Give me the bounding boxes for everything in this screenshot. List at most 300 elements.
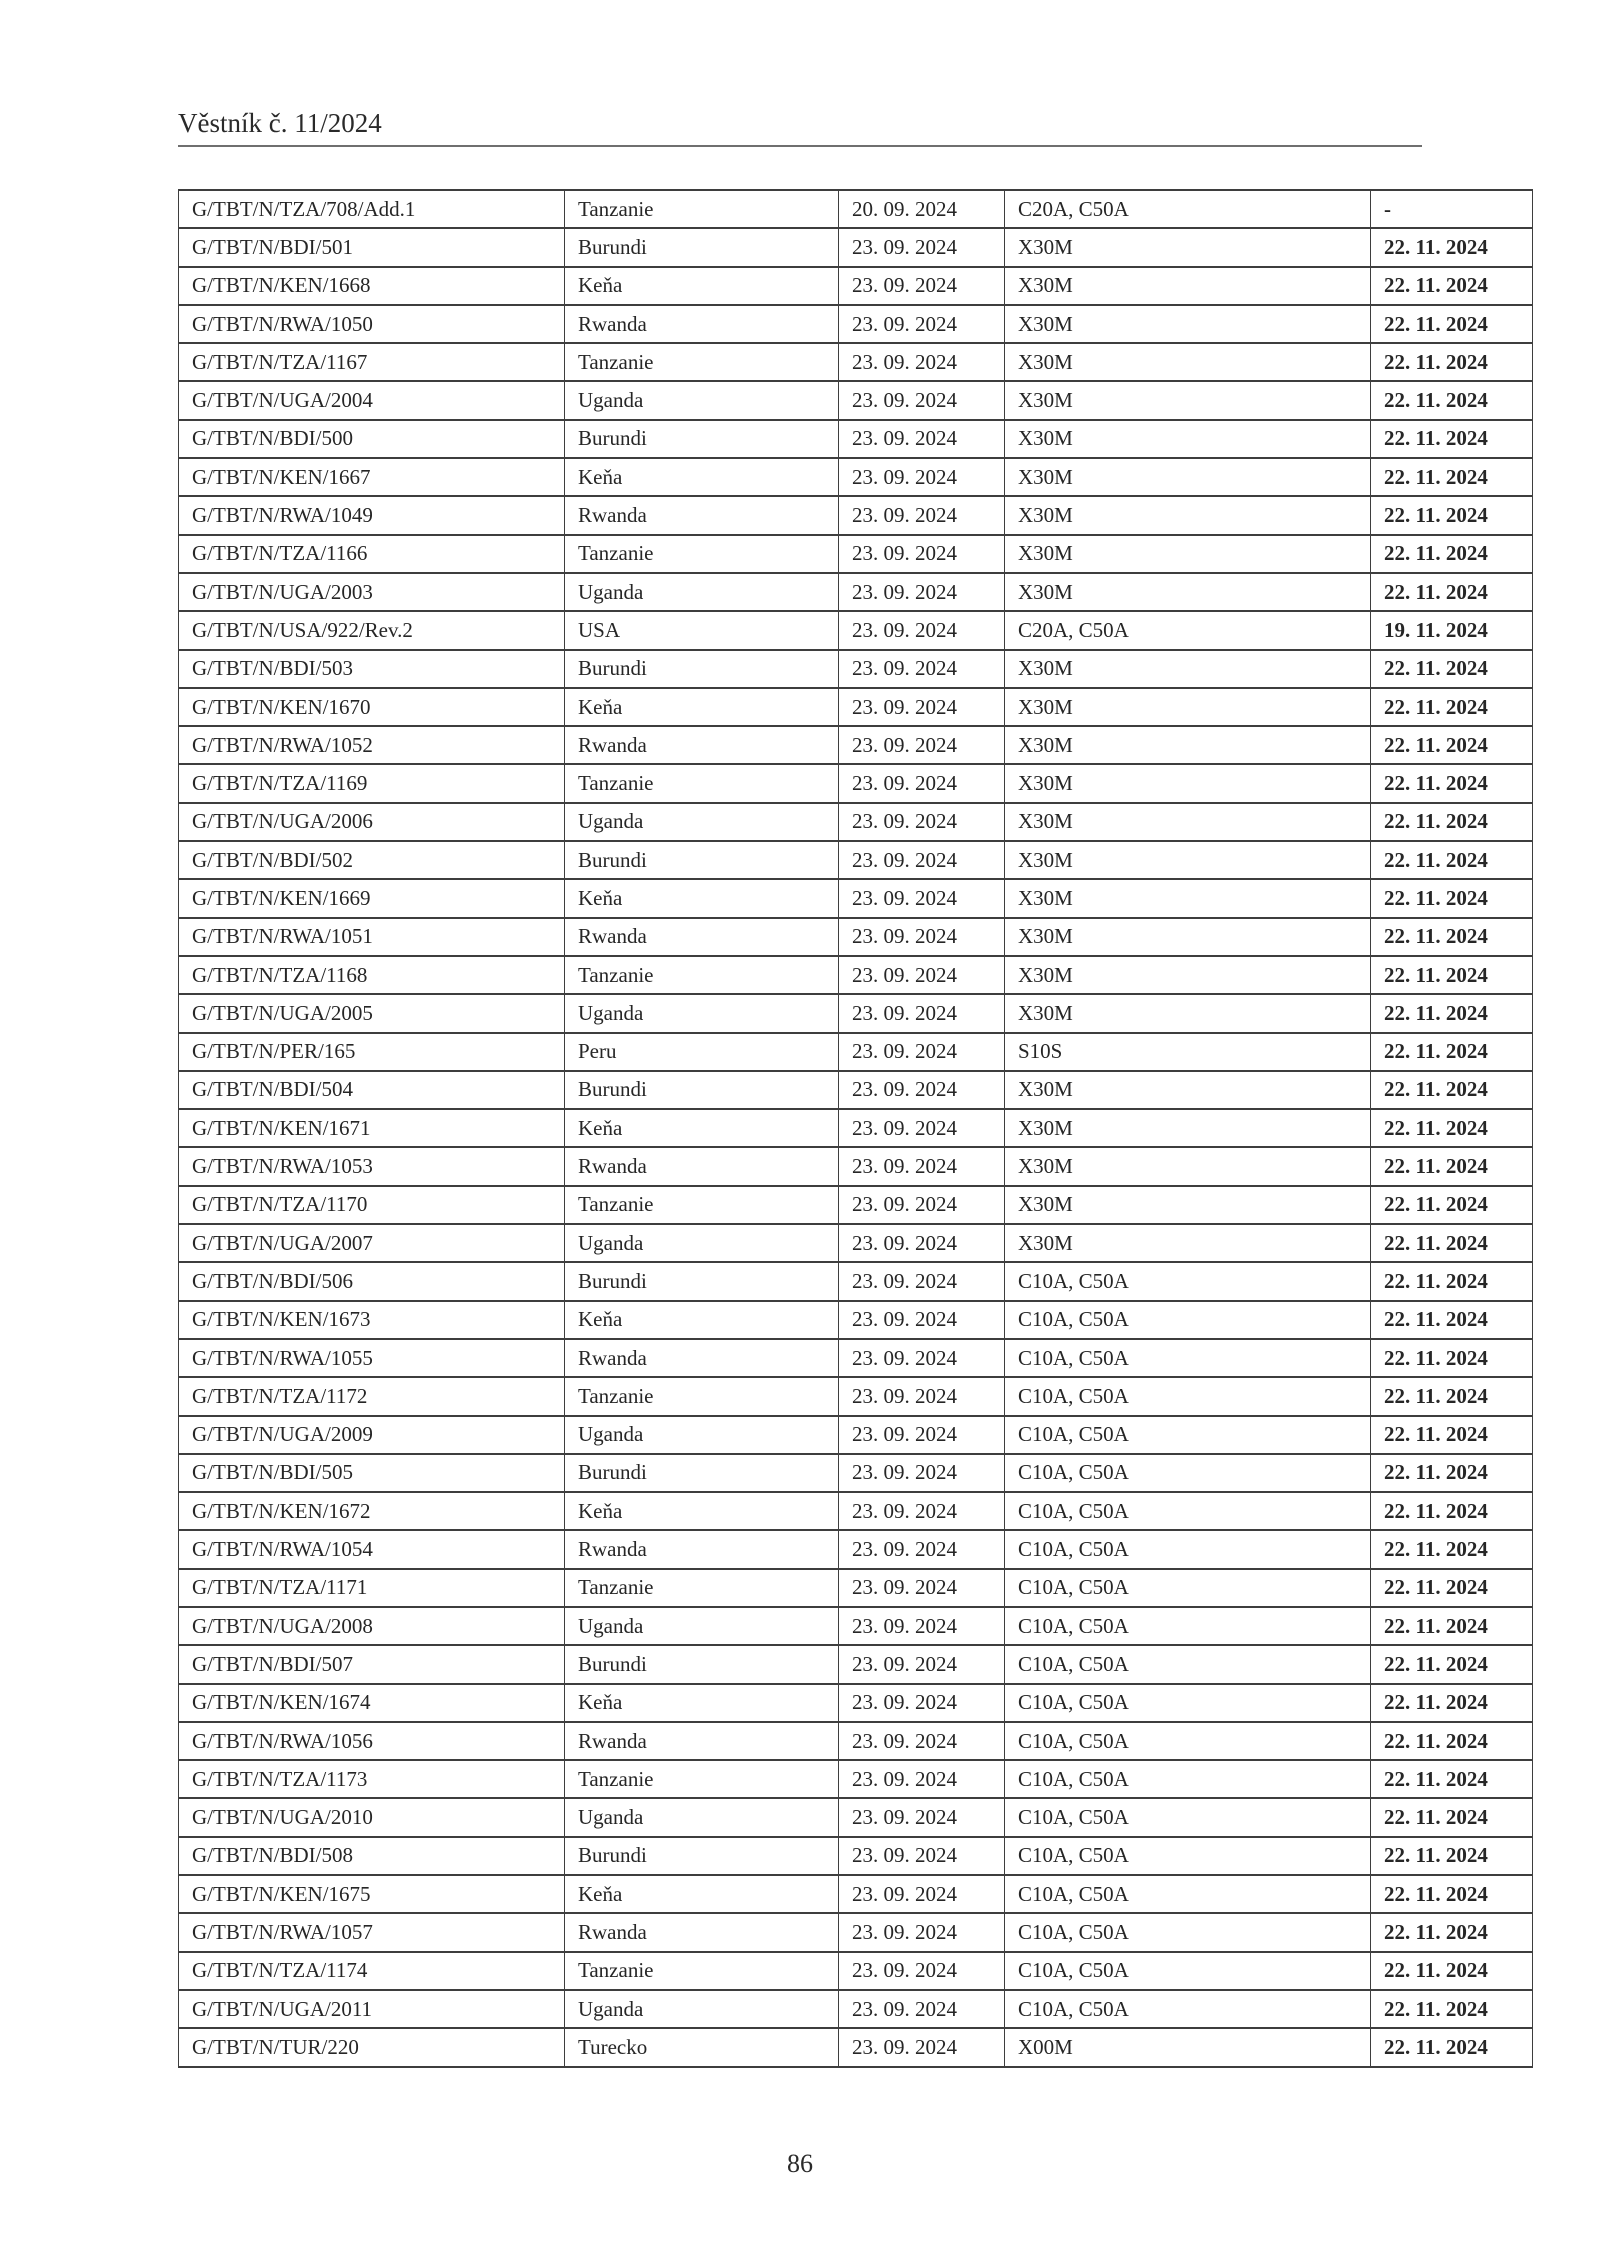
notification-date-cell: 23. 09. 2024: [839, 1913, 1005, 1951]
comment-deadline-cell: 22. 11. 2024: [1371, 1033, 1533, 1071]
country-cell: Keňa: [565, 458, 839, 496]
content-codes-cell: C10A, C50A: [1005, 1760, 1371, 1798]
notification-date-cell: 23. 09. 2024: [839, 458, 1005, 496]
comment-deadline-cell: 22. 11. 2024: [1371, 1913, 1533, 1951]
notification-date-cell: 23. 09. 2024: [839, 496, 1005, 534]
notification-code-cell: G/TBT/N/RWA/1053: [179, 1147, 565, 1185]
notification-code-cell: G/TBT/N/TZA/1174: [179, 1952, 565, 1990]
page-header-title: Věstník č. 11/2024: [178, 108, 382, 138]
content-codes-cell: X30M: [1005, 688, 1371, 726]
content-codes-cell: X30M: [1005, 1224, 1371, 1262]
notification-code-cell: G/TBT/N/TZA/1172: [179, 1377, 565, 1415]
comment-deadline-cell: 22. 11. 2024: [1371, 305, 1533, 343]
notification-date-cell: 23. 09. 2024: [839, 1607, 1005, 1645]
notification-code-cell: G/TBT/N/TZA/1169: [179, 764, 565, 802]
table-row: [179, 1147, 1533, 1185]
comment-deadline-cell: 22. 11. 2024: [1371, 1224, 1533, 1262]
notification-code-cell: G/TBT/N/UGA/2010: [179, 1798, 565, 1836]
notification-date-cell: 23. 09. 2024: [839, 1071, 1005, 1109]
notification-code-cell: G/TBT/N/UGA/2004: [179, 381, 565, 419]
country-cell: Uganda: [565, 1224, 839, 1262]
notification-code-cell: G/TBT/N/TUR/220: [179, 2028, 565, 2066]
notification-date-cell: 23. 09. 2024: [839, 1033, 1005, 1071]
notification-code-cell: G/TBT/N/UGA/2007: [179, 1224, 565, 1262]
content-codes-cell: C10A, C50A: [1005, 1837, 1371, 1875]
table-row: [179, 1109, 1533, 1147]
content-codes-cell: X30M: [1005, 267, 1371, 305]
notification-code-cell: G/TBT/N/RWA/1050: [179, 305, 565, 343]
notification-date-cell: 23. 09. 2024: [839, 573, 1005, 611]
country-cell: Keňa: [565, 1875, 839, 1913]
table-row: [179, 2028, 1533, 2066]
content-codes-cell: C10A, C50A: [1005, 1875, 1371, 1913]
notification-date-cell: 23. 09. 2024: [839, 1875, 1005, 1913]
country-cell: Tanzanie: [565, 1569, 839, 1607]
content-codes-cell: X30M: [1005, 803, 1371, 841]
content-codes-cell: X30M: [1005, 343, 1371, 381]
comment-deadline-cell: 22. 11. 2024: [1371, 1837, 1533, 1875]
country-cell: Tanzanie: [565, 956, 839, 994]
notification-date-cell: 23. 09. 2024: [839, 956, 1005, 994]
table-row: [179, 381, 1533, 419]
comment-deadline-cell: 22. 11. 2024: [1371, 496, 1533, 534]
table-row: [179, 1454, 1533, 1492]
table-row: [179, 190, 1533, 228]
notification-date-cell: 23. 09. 2024: [839, 650, 1005, 688]
table-row: [179, 918, 1533, 956]
notification-code-cell: G/TBT/N/BDI/508: [179, 1837, 565, 1875]
country-cell: Keňa: [565, 1301, 839, 1339]
country-cell: Rwanda: [565, 918, 839, 956]
table-row: [179, 496, 1533, 534]
country-cell: Tanzanie: [565, 1186, 839, 1224]
content-codes-cell: X30M: [1005, 994, 1371, 1032]
country-cell: Burundi: [565, 420, 839, 458]
notification-date-cell: 23. 09. 2024: [839, 2028, 1005, 2066]
country-cell: Rwanda: [565, 1722, 839, 1760]
notification-date-cell: 23. 09. 2024: [839, 1186, 1005, 1224]
comment-deadline-cell: 22. 11. 2024: [1371, 1262, 1533, 1300]
table-row: [179, 803, 1533, 841]
table-row: [179, 458, 1533, 496]
table-row: [179, 267, 1533, 305]
content-codes-cell: X30M: [1005, 420, 1371, 458]
comment-deadline-cell: 22. 11. 2024: [1371, 267, 1533, 305]
content-codes-cell: X30M: [1005, 228, 1371, 266]
table-row: [179, 1071, 1533, 1109]
country-cell: Keňa: [565, 879, 839, 917]
table-row: [179, 573, 1533, 611]
content-codes-cell: X30M: [1005, 726, 1371, 764]
notification-code-cell: G/TBT/N/UGA/2005: [179, 994, 565, 1032]
notification-code-cell: G/TBT/N/TZA/1171: [179, 1569, 565, 1607]
notification-date-cell: 23. 09. 2024: [839, 994, 1005, 1032]
notification-date-cell: 23. 09. 2024: [839, 1684, 1005, 1722]
notification-date-cell: 23. 09. 2024: [839, 879, 1005, 917]
comment-deadline-cell: 22. 11. 2024: [1371, 343, 1533, 381]
content-codes-cell: X30M: [1005, 1071, 1371, 1109]
notification-code-cell: G/TBT/N/BDI/506: [179, 1262, 565, 1300]
notification-date-cell: 23. 09. 2024: [839, 764, 1005, 802]
country-cell: Burundi: [565, 1454, 839, 1492]
table-row: [179, 1262, 1533, 1300]
content-codes-cell: C10A, C50A: [1005, 1492, 1371, 1530]
content-codes-cell: X30M: [1005, 305, 1371, 343]
notification-code-cell: G/TBT/N/TZA/708/Add.1: [179, 190, 565, 228]
notification-code-cell: G/TBT/N/BDI/501: [179, 228, 565, 266]
content-codes-cell: C10A, C50A: [1005, 1262, 1371, 1300]
table-row: [179, 1569, 1533, 1607]
notification-code-cell: G/TBT/N/BDI/505: [179, 1454, 565, 1492]
country-cell: Tanzanie: [565, 535, 839, 573]
comment-deadline-cell: 22. 11. 2024: [1371, 1109, 1533, 1147]
table-row: [179, 1645, 1533, 1683]
tbt-notifications-table: [178, 189, 1533, 2068]
content-codes-cell: C10A, C50A: [1005, 1798, 1371, 1836]
notification-date-cell: 23. 09. 2024: [839, 1952, 1005, 1990]
table-row: [179, 1913, 1533, 1951]
table-row: [179, 1033, 1533, 1071]
comment-deadline-cell: 19. 11. 2024: [1371, 611, 1533, 649]
country-cell: USA: [565, 611, 839, 649]
table-row: [179, 1684, 1533, 1722]
content-codes-cell: C10A, C50A: [1005, 1645, 1371, 1683]
notification-date-cell: 23. 09. 2024: [839, 688, 1005, 726]
table-row: [179, 305, 1533, 343]
notification-date-cell: 23. 09. 2024: [839, 1760, 1005, 1798]
country-cell: Tanzanie: [565, 343, 839, 381]
notification-date-cell: 23. 09. 2024: [839, 1147, 1005, 1185]
content-codes-cell: C10A, C50A: [1005, 1952, 1371, 1990]
content-codes-cell: X30M: [1005, 1147, 1371, 1185]
table-row: [179, 650, 1533, 688]
notification-code-cell: G/TBT/N/KEN/1671: [179, 1109, 565, 1147]
comment-deadline-cell: 22. 11. 2024: [1371, 1684, 1533, 1722]
table-row: [179, 994, 1533, 1032]
page-footer: [178, 2150, 1422, 2178]
content-codes-cell: C20A, C50A: [1005, 611, 1371, 649]
table-row: [179, 1760, 1533, 1798]
content-codes-cell: X30M: [1005, 1109, 1371, 1147]
notification-code-cell: G/TBT/N/KEN/1668: [179, 267, 565, 305]
table-row: [179, 1416, 1533, 1454]
comment-deadline-cell: 22. 11. 2024: [1371, 1798, 1533, 1836]
country-cell: Keňa: [565, 1492, 839, 1530]
country-cell: Keňa: [565, 1684, 839, 1722]
notification-code-cell: G/TBT/N/BDI/503: [179, 650, 565, 688]
notification-code-cell: G/TBT/N/BDI/504: [179, 1071, 565, 1109]
notification-code-cell: G/TBT/N/KEN/1674: [179, 1684, 565, 1722]
country-cell: Rwanda: [565, 496, 839, 534]
comment-deadline-cell: 22. 11. 2024: [1371, 688, 1533, 726]
table-body: [179, 190, 1533, 2067]
notification-date-cell: 23. 09. 2024: [839, 1645, 1005, 1683]
notification-date-cell: 23. 09. 2024: [839, 918, 1005, 956]
notification-date-cell: 23. 09. 2024: [839, 1722, 1005, 1760]
table-row: [179, 1377, 1533, 1415]
notification-code-cell: G/TBT/N/KEN/1669: [179, 879, 565, 917]
comment-deadline-cell: 22. 11. 2024: [1371, 1530, 1533, 1568]
country-cell: Burundi: [565, 841, 839, 879]
country-cell: Tanzanie: [565, 190, 839, 228]
notification-code-cell: G/TBT/N/TZA/1170: [179, 1186, 565, 1224]
notification-code-cell: G/TBT/N/UGA/2009: [179, 1416, 565, 1454]
page-header: [178, 108, 1422, 147]
comment-deadline-cell: 22. 11. 2024: [1371, 1722, 1533, 1760]
notification-code-cell: G/TBT/N/TZA/1168: [179, 956, 565, 994]
comment-deadline-cell: 22. 11. 2024: [1371, 764, 1533, 802]
notification-date-cell: 23. 09. 2024: [839, 1492, 1005, 1530]
content-codes-cell: S10S: [1005, 1033, 1371, 1071]
comment-deadline-cell: 22. 11. 2024: [1371, 420, 1533, 458]
notification-code-cell: G/TBT/N/KEN/1673: [179, 1301, 565, 1339]
comment-deadline-cell: 22. 11. 2024: [1371, 956, 1533, 994]
comment-deadline-cell: -: [1371, 190, 1533, 228]
country-cell: Turecko: [565, 2028, 839, 2066]
content-codes-cell: X30M: [1005, 764, 1371, 802]
comment-deadline-cell: 22. 11. 2024: [1371, 1607, 1533, 1645]
notification-code-cell: G/TBT/N/KEN/1675: [179, 1875, 565, 1913]
table-row: [179, 688, 1533, 726]
content-codes-cell: X30M: [1005, 841, 1371, 879]
table-row: [179, 956, 1533, 994]
content-codes-cell: C10A, C50A: [1005, 1569, 1371, 1607]
country-cell: Burundi: [565, 650, 839, 688]
table-row: [179, 1224, 1533, 1262]
notification-code-cell: G/TBT/N/PER/165: [179, 1033, 565, 1071]
country-cell: Burundi: [565, 1645, 839, 1683]
notification-date-cell: 23. 09. 2024: [839, 1416, 1005, 1454]
comment-deadline-cell: 22. 11. 2024: [1371, 228, 1533, 266]
country-cell: Keňa: [565, 1109, 839, 1147]
notification-date-cell: 23. 09. 2024: [839, 1109, 1005, 1147]
notification-date-cell: 23. 09. 2024: [839, 381, 1005, 419]
comment-deadline-cell: 22. 11. 2024: [1371, 1071, 1533, 1109]
notification-date-cell: 20. 09. 2024: [839, 190, 1005, 228]
comment-deadline-cell: 22. 11. 2024: [1371, 1301, 1533, 1339]
comment-deadline-cell: 22. 11. 2024: [1371, 1377, 1533, 1415]
table-row: [179, 879, 1533, 917]
comment-deadline-cell: 22. 11. 2024: [1371, 1339, 1533, 1377]
notification-code-cell: G/TBT/N/UGA/2008: [179, 1607, 565, 1645]
table-row: [179, 1990, 1533, 2028]
country-cell: Tanzanie: [565, 1760, 839, 1798]
notification-code-cell: G/TBT/N/TZA/1166: [179, 535, 565, 573]
content-codes-cell: C10A, C50A: [1005, 1301, 1371, 1339]
notification-date-cell: 23. 09. 2024: [839, 535, 1005, 573]
content-codes-cell: C10A, C50A: [1005, 1530, 1371, 1568]
comment-deadline-cell: 22. 11. 2024: [1371, 1147, 1533, 1185]
notification-date-cell: 23. 09. 2024: [839, 726, 1005, 764]
comment-deadline-cell: 22. 11. 2024: [1371, 1569, 1533, 1607]
content-codes-cell: X00M: [1005, 2028, 1371, 2066]
table-row: [179, 1530, 1533, 1568]
comment-deadline-cell: 22. 11. 2024: [1371, 1416, 1533, 1454]
notification-code-cell: G/TBT/N/KEN/1667: [179, 458, 565, 496]
country-cell: Keňa: [565, 267, 839, 305]
content-codes-cell: X30M: [1005, 573, 1371, 611]
country-cell: Uganda: [565, 381, 839, 419]
notification-code-cell: G/TBT/N/TZA/1167: [179, 343, 565, 381]
notification-date-cell: 23. 09. 2024: [839, 1301, 1005, 1339]
notification-code-cell: G/TBT/N/KEN/1670: [179, 688, 565, 726]
notification-date-cell: 23. 09. 2024: [839, 420, 1005, 458]
content-codes-cell: C10A, C50A: [1005, 1416, 1371, 1454]
notification-date-cell: 23. 09. 2024: [839, 1454, 1005, 1492]
content-codes-cell: X30M: [1005, 879, 1371, 917]
comment-deadline-cell: 22. 11. 2024: [1371, 1875, 1533, 1913]
notification-code-cell: G/TBT/N/UGA/2011: [179, 1990, 565, 2028]
page-content: [178, 189, 1488, 2068]
country-cell: Uganda: [565, 803, 839, 841]
notification-date-cell: 23. 09. 2024: [839, 1569, 1005, 1607]
country-cell: Uganda: [565, 573, 839, 611]
table-row: [179, 535, 1533, 573]
notification-date-cell: 23. 09. 2024: [839, 611, 1005, 649]
country-cell: Uganda: [565, 994, 839, 1032]
content-codes-cell: C10A, C50A: [1005, 1454, 1371, 1492]
notification-date-cell: 23. 09. 2024: [839, 1224, 1005, 1262]
table-row: [179, 1339, 1533, 1377]
notification-date-cell: 23. 09. 2024: [839, 1990, 1005, 2028]
comment-deadline-cell: 22. 11. 2024: [1371, 535, 1533, 573]
comment-deadline-cell: 22. 11. 2024: [1371, 1645, 1533, 1683]
notification-code-cell: G/TBT/N/USA/922/Rev.2: [179, 611, 565, 649]
table-row: [179, 1875, 1533, 1913]
content-codes-cell: C10A, C50A: [1005, 1913, 1371, 1951]
notification-date-cell: 23. 09. 2024: [839, 228, 1005, 266]
content-codes-cell: X30M: [1005, 496, 1371, 534]
content-codes-cell: X30M: [1005, 1186, 1371, 1224]
content-codes-cell: C10A, C50A: [1005, 1722, 1371, 1760]
table-row: [179, 841, 1533, 879]
country-cell: Rwanda: [565, 1339, 839, 1377]
country-cell: Peru: [565, 1033, 839, 1071]
notification-code-cell: G/TBT/N/RWA/1057: [179, 1913, 565, 1951]
comment-deadline-cell: 22. 11. 2024: [1371, 1186, 1533, 1224]
comment-deadline-cell: 22. 11. 2024: [1371, 918, 1533, 956]
content-codes-cell: X30M: [1005, 458, 1371, 496]
notification-code-cell: G/TBT/N/RWA/1052: [179, 726, 565, 764]
notification-code-cell: G/TBT/N/UGA/2003: [179, 573, 565, 611]
table-row: [179, 228, 1533, 266]
table-row: [179, 1607, 1533, 1645]
content-codes-cell: C10A, C50A: [1005, 1684, 1371, 1722]
table-row: [179, 343, 1533, 381]
comment-deadline-cell: 22. 11. 2024: [1371, 573, 1533, 611]
content-codes-cell: C10A, C50A: [1005, 1377, 1371, 1415]
country-cell: Uganda: [565, 1607, 839, 1645]
notification-date-cell: 23. 09. 2024: [839, 1262, 1005, 1300]
country-cell: Burundi: [565, 1262, 839, 1300]
content-codes-cell: C10A, C50A: [1005, 1607, 1371, 1645]
country-cell: Burundi: [565, 1837, 839, 1875]
content-codes-cell: X30M: [1005, 918, 1371, 956]
notification-code-cell: G/TBT/N/RWA/1056: [179, 1722, 565, 1760]
country-cell: Uganda: [565, 1798, 839, 1836]
content-codes-cell: X30M: [1005, 956, 1371, 994]
notification-date-cell: 23. 09. 2024: [839, 1798, 1005, 1836]
comment-deadline-cell: 22. 11. 2024: [1371, 879, 1533, 917]
notification-code-cell: G/TBT/N/RWA/1051: [179, 918, 565, 956]
table-row: [179, 611, 1533, 649]
table-row: [179, 1798, 1533, 1836]
notification-date-cell: 23. 09. 2024: [839, 1837, 1005, 1875]
content-codes-cell: C10A, C50A: [1005, 1990, 1371, 2028]
comment-deadline-cell: 22. 11. 2024: [1371, 841, 1533, 879]
table-row: [179, 764, 1533, 802]
country-cell: Rwanda: [565, 1530, 839, 1568]
comment-deadline-cell: 22. 11. 2024: [1371, 650, 1533, 688]
country-cell: Keňa: [565, 688, 839, 726]
comment-deadline-cell: 22. 11. 2024: [1371, 458, 1533, 496]
country-cell: Rwanda: [565, 305, 839, 343]
notification-date-cell: 23. 09. 2024: [839, 1377, 1005, 1415]
country-cell: Uganda: [565, 1990, 839, 2028]
country-cell: Uganda: [565, 1416, 839, 1454]
notification-date-cell: 23. 09. 2024: [839, 343, 1005, 381]
notification-date-cell: 23. 09. 2024: [839, 305, 1005, 343]
country-cell: Rwanda: [565, 1147, 839, 1185]
notification-code-cell: G/TBT/N/TZA/1173: [179, 1760, 565, 1798]
comment-deadline-cell: 22. 11. 2024: [1371, 803, 1533, 841]
notification-code-cell: G/TBT/N/UGA/2006: [179, 803, 565, 841]
table-row: [179, 1301, 1533, 1339]
comment-deadline-cell: 22. 11. 2024: [1371, 381, 1533, 419]
notification-code-cell: G/TBT/N/BDI/502: [179, 841, 565, 879]
notification-date-cell: 23. 09. 2024: [839, 267, 1005, 305]
content-codes-cell: C20A, C50A: [1005, 190, 1371, 228]
country-cell: Tanzanie: [565, 764, 839, 802]
notification-code-cell: G/TBT/N/BDI/500: [179, 420, 565, 458]
table-row: [179, 420, 1533, 458]
notification-code-cell: G/TBT/N/RWA/1055: [179, 1339, 565, 1377]
notification-code-cell: G/TBT/N/KEN/1672: [179, 1492, 565, 1530]
page-number: 86: [787, 2148, 813, 2178]
country-cell: Burundi: [565, 228, 839, 266]
notification-code-cell: G/TBT/N/RWA/1049: [179, 496, 565, 534]
country-cell: Tanzanie: [565, 1952, 839, 1990]
notification-date-cell: 23. 09. 2024: [839, 1339, 1005, 1377]
comment-deadline-cell: 22. 11. 2024: [1371, 2028, 1533, 2066]
notification-date-cell: 23. 09. 2024: [839, 1530, 1005, 1568]
content-codes-cell: C10A, C50A: [1005, 1339, 1371, 1377]
country-cell: Rwanda: [565, 726, 839, 764]
content-codes-cell: X30M: [1005, 535, 1371, 573]
comment-deadline-cell: 22. 11. 2024: [1371, 1952, 1533, 1990]
table-row: [179, 1837, 1533, 1875]
content-codes-cell: X30M: [1005, 650, 1371, 688]
table-row: [179, 1492, 1533, 1530]
country-cell: Burundi: [565, 1071, 839, 1109]
notification-date-cell: 23. 09. 2024: [839, 841, 1005, 879]
content-codes-cell: X30M: [1005, 381, 1371, 419]
notification-code-cell: G/TBT/N/RWA/1054: [179, 1530, 565, 1568]
notification-code-cell: G/TBT/N/BDI/507: [179, 1645, 565, 1683]
comment-deadline-cell: 22. 11. 2024: [1371, 726, 1533, 764]
comment-deadline-cell: 22. 11. 2024: [1371, 1990, 1533, 2028]
comment-deadline-cell: 22. 11. 2024: [1371, 994, 1533, 1032]
country-cell: Tanzanie: [565, 1377, 839, 1415]
table-row: [179, 1186, 1533, 1224]
country-cell: Rwanda: [565, 1913, 839, 1951]
header-rule-divider: [178, 145, 1422, 147]
comment-deadline-cell: 22. 11. 2024: [1371, 1492, 1533, 1530]
comment-deadline-cell: 22. 11. 2024: [1371, 1760, 1533, 1798]
table-row: [179, 1722, 1533, 1760]
table-row: [179, 726, 1533, 764]
notification-date-cell: 23. 09. 2024: [839, 803, 1005, 841]
